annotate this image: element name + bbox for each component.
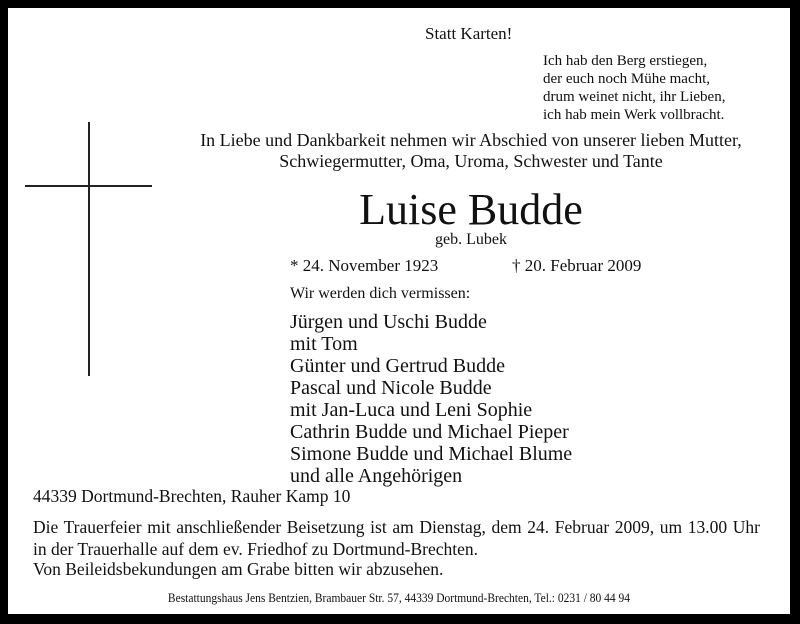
deceased-name: Luise Budde <box>359 185 583 234</box>
mourner: mit Jan-Luca und Leni Sophie <box>290 399 533 421</box>
mourners-intro: Wir werden dich vermissen: <box>290 285 471 302</box>
mourner: und alle Angehörigen <box>290 465 463 487</box>
poem-line: Ich hab den Berg erstiegen, <box>543 53 708 69</box>
mourner: Günter und Gertrud Budde <box>290 355 505 377</box>
intro-text <box>158 130 784 172</box>
birth-date: * 24. November 1923 <box>290 256 439 275</box>
cross-icon-horizontal <box>25 185 152 187</box>
death-date: † 20. Februar 2009 <box>512 256 642 275</box>
poem-line: drum weinet nicht, ihr Lieben, <box>543 89 726 105</box>
condolence-note: Von Beileidsbekundungen am Grabe bitten wir abzusehen. <box>33 559 444 579</box>
mourner: Cathrin Budde und Michael Pieper <box>290 421 569 443</box>
ceremony-info: Die Trauerfeier mit anschließender Beisetzung ist am Dienstag, dem 24. Februar 2009, um 13.00 Uhr in der Trauerhalle auf dem ev. Friedhof zu Dortmund-Brechten. <box>33 517 760 559</box>
mourner: Pascal und Nicole Budde <box>290 377 492 399</box>
intro-line: In Liebe und Dankbarkeit nehmen wir Abschied von unserer lieben Mutter, <box>200 130 742 150</box>
cross-icon-vertical <box>88 122 90 376</box>
maiden-name: geb. Lubek <box>435 231 507 248</box>
poem-line: der euch noch Mühe macht, <box>543 71 711 87</box>
statt-karten: Statt Karten! <box>425 24 513 43</box>
mourner: mit Tom <box>290 333 358 355</box>
mourner: Simone Budde und Michael Blume <box>290 443 573 465</box>
mourner: Jürgen und Uschi Budde <box>290 311 487 333</box>
poem <box>543 52 725 124</box>
poem-line: ich hab mein Werk vollbracht. <box>543 107 725 123</box>
obituary-notice <box>8 8 790 614</box>
mourners-list <box>290 311 572 487</box>
funeral-home-footer: Bestattungshaus Jens Bentzien, Brambauer Str. 57, 44339 Dortmund-Brechten, Tel.: 0231 / 80 44 94 <box>167 591 631 605</box>
address: 44339 Dortmund-Brechten, Rauher Kamp 10 <box>33 486 351 506</box>
intro-line: Schwiegermutter, Oma, Uroma, Schwester und Tante <box>279 151 663 171</box>
